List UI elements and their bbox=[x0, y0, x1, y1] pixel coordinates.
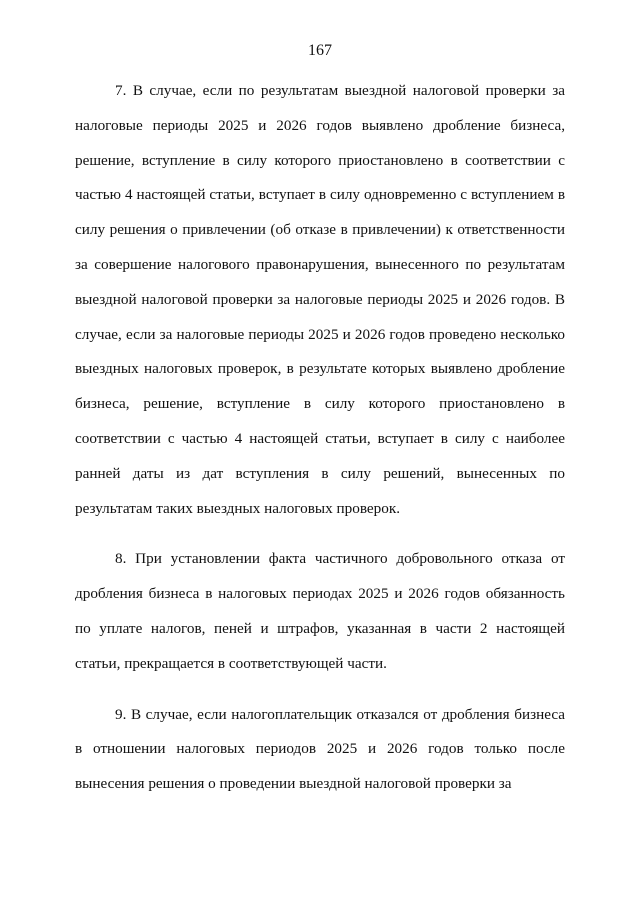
paragraph-7: 7. В случае, если по результатам выездной налоговой проверки за налоговые периоды 2025 и 2026 годов выявлено дробление бизнеса, решение, вступление в силу которого приостановлено в соответствии с частью 4 настоящей статьи, вступает в силу одновременно с вступлением в силу решения о привлечении (об отказе в привлечении) к ответственности за совершение налогового правонарушения, вынесенного по результатам выездной налоговой проверки за налоговые периоды 2025 и 2026 годов. В случае, если за налоговые периоды 2025 и 2026 годов проведено несколько выездных налоговых проверок, в результате которых выявлено дробление бизнеса, решение, вступление в силу которого приостановлено в соответствии с частью 4 настоящей статьи, вступает в силу с наиболее ранней даты из дат вступления в силу решений, вынесенных по результатам таких выездных налоговых проверок. bbox=[75, 82, 565, 517]
paragraph-9: 9. В случае, если налогоплательщик отказался от дробления бизнеса в отношении налоговых периодов 2025 и 2026 годов только после вынесения решения о проведении выездной налоговой проверки за bbox=[75, 705, 565, 793]
document-body bbox=[75, 74, 565, 802]
paragraph-8: 8. При установлении факта частичного добровольного отказа от дробления бизнеса в налоговых периодах 2025 и 2026 годов обязанность по уплате налогов, пеней и штрафов, указанная в части 2 настоящей статьи, прекращается в соответствующей части. bbox=[75, 550, 565, 672]
page-number: 167 bbox=[308, 42, 332, 59]
